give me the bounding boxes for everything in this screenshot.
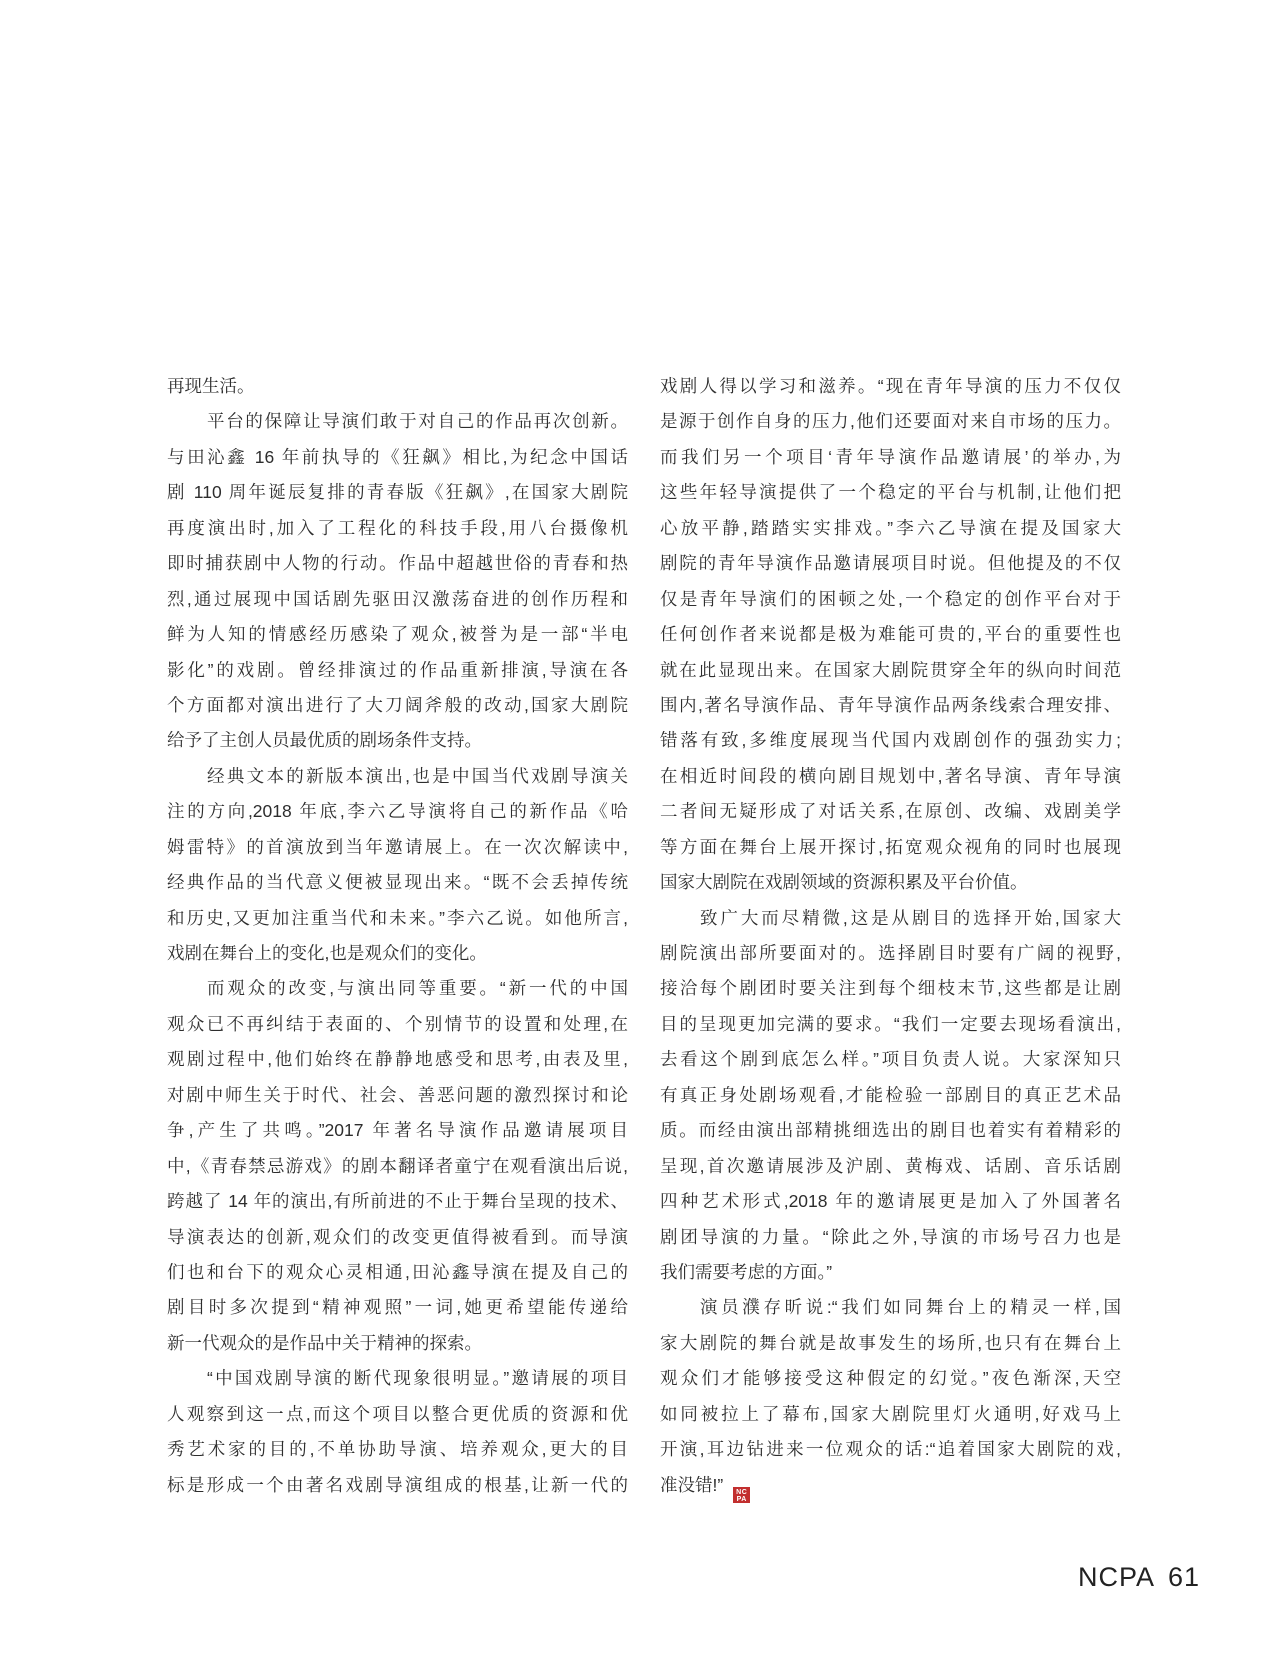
- text-line: 争,产生了共鸣。”2017 年著名导演作品邀请展项目: [167, 1120, 628, 1141]
- text-line: 烈,通过展现中国话剧先驱田汉激荡奋进的创作历程和: [167, 588, 628, 609]
- text-line: 致广大而尽精微,这是从剧目的选择开始,国家大: [700, 907, 1121, 928]
- text-line: 国家大剧院在戏剧领域的资源积累及平台价值。: [660, 872, 1028, 893]
- text-line: 演员濮存昕说:“我们如同舞台上的精灵一样,国: [700, 1297, 1121, 1318]
- text-line: 新一代观众的是作品中关于精神的探索。: [167, 1332, 482, 1353]
- text-line: 导演表达的创新,观众们的改变更值得被看到。而导演: [167, 1226, 628, 1247]
- text-line: 我们需要考虑的方面。”: [660, 1261, 833, 1282]
- article-column-left: [167, 369, 628, 1503]
- text-line: 去看这个剧到底怎么样。”项目负责人说。大家深知只: [660, 1049, 1121, 1070]
- text-line: 家大剧院的舞台就是故事发生的场所,也只有在舞台上: [660, 1332, 1121, 1353]
- article-column-right: [660, 369, 1121, 1503]
- page-number: 61: [1168, 1562, 1201, 1592]
- text-line: 二者间无疑形成了对话关系,在原创、改编、戏剧美学: [660, 801, 1121, 822]
- text-line: 人观察到这一点,而这个项目以整合更优质的资源和优: [167, 1403, 628, 1424]
- text-line: 而观众的改变,与演出同等重要。“新一代的中国: [207, 978, 628, 999]
- text-line: 和历史,又更加注重当代和未来。”李六乙说。如他所言,: [167, 907, 628, 928]
- text-line: 剧院演出部所要面对的。选择剧目时要有广阔的视野,: [660, 943, 1121, 963]
- text-line: 观众们才能够接受这种假定的幻觉。”夜色渐深,天空: [660, 1368, 1121, 1389]
- text-line: 开演,耳边钻进来一位观众的话:“追着国家大剧院的戏,: [660, 1439, 1121, 1460]
- text-line: 戏剧在舞台上的变化,也是观众们的变化。: [167, 943, 487, 963]
- page-footer: [1078, 1562, 1200, 1593]
- text-line: 戏剧人得以学习和滋养。“现在青年导演的压力不仅仅: [660, 376, 1121, 396]
- text-line: 错落有致,多维度展现当代国内戏剧创作的强劲实力;: [660, 730, 1121, 751]
- text-line: 注的方向,2018 年底,李六乙导演将自己的新作品《哈: [167, 801, 628, 822]
- text-line: 与田沁鑫 16 年前执导的《狂飙》相比,为纪念中国话: [167, 446, 628, 467]
- text-line: 有真正身处剧场观看,才能检验一部剧目的真正艺术品: [660, 1084, 1121, 1105]
- text-line: 就在此显现出来。在国家大剧院贯穿全年的纵向时间范: [660, 659, 1121, 680]
- article-body: [167, 369, 1121, 1503]
- text-line: 围内,著名导演作品、青年导演作品两条线索合理安排、: [660, 694, 1121, 715]
- text-line: 即时捕获剧中人物的行动。作品中超越世俗的青春和热: [167, 553, 628, 574]
- text-line: 鲜为人知的情感经历感染了观众,被誉为是一部“半电: [167, 624, 628, 645]
- text-line: 呈现,首次邀请展涉及沪剧、黄梅戏、话剧、音乐话剧: [660, 1155, 1121, 1176]
- text-line: 们也和台下的观众心灵相通,田沁鑫导演在提及自己的: [167, 1261, 628, 1282]
- text-line: 心放平静,踏踏实实排戏。”李六乙导演在提及国家大: [660, 517, 1121, 538]
- text-line: 剧目时多次提到“精神观照”一词,她更希望能传递给: [167, 1297, 628, 1318]
- text-line: 是源于创作自身的压力,他们还要面对来自市场的压力。: [660, 411, 1121, 432]
- text-line: 如同被拉上了幕布,国家大剧院里灯火通明,好戏马上: [660, 1403, 1121, 1424]
- text-line: 而我们另一个项目‘青年导演作品邀请展’的举办,为: [660, 446, 1121, 467]
- text-line: 仅是青年导演们的困顿之处,一个稳定的创作平台对于: [660, 588, 1121, 609]
- text-line: 这些年轻导演提供了一个稳定的平台与机制,让他们把: [660, 482, 1121, 503]
- text-line: 等方面在舞台上展开探讨,拓宽观众视角的同时也展现: [660, 836, 1121, 857]
- text-line: 剧 110 周年诞辰复排的青春版《狂飙》,在国家大剧院: [167, 482, 628, 503]
- text-line: 经典作品的当代意义便被显现出来。“既不会丢掉传统: [167, 872, 628, 893]
- text-line: 质。而经由演出部精挑细选出的剧目也着实有着精彩的: [660, 1120, 1121, 1141]
- text-line: 对剧中师生关于时代、社会、善恶问题的激烈探讨和论: [167, 1084, 628, 1105]
- text-line: 个方面都对演出进行了大刀阔斧般的改动,国家大剧院: [167, 694, 628, 715]
- text-line: 剧团导演的力量。“除此之外,导演的市场号召力也是: [660, 1226, 1121, 1247]
- text-line: 剧院的青年导演作品邀请展项目时说。但他提及的不仅: [660, 553, 1121, 574]
- text-line: 准没错!” NC PA: [660, 1468, 1121, 1503]
- text-line: 再现生活。: [167, 376, 255, 396]
- text-line: 观剧过程中,他们始终在静静地感受和思考,由表及里,: [167, 1049, 628, 1070]
- text-line: 平台的保障让导演们敢于对自己的作品再次创新。: [207, 411, 628, 432]
- magazine-name: NCPA: [1078, 1562, 1156, 1592]
- text-line: 标是形成一个由著名戏剧导演组成的根基,让新一代的: [167, 1474, 628, 1495]
- text-line: 再度演出时,加入了工程化的科技手段,用八台摄像机: [167, 517, 628, 538]
- text-line: 跨越了 14 年的演出,有所前进的不止于舞台呈现的技术、: [167, 1191, 628, 1212]
- text-line: 中,《青春禁忌游戏》的剧本翻译者童宁在观看演出后说,: [167, 1155, 628, 1176]
- text-line: 目的呈现更加完满的要求。“我们一定要去现场看演出,: [660, 1013, 1121, 1034]
- text-line: “中国戏剧导演的断代现象很明显。”邀请展的项目: [207, 1368, 628, 1389]
- text-line: 经典文本的新版本演出,也是中国当代戏剧导演关: [207, 765, 628, 786]
- text-line: 秀艺术家的目的,不单协助导演、培养观众,更大的目: [167, 1439, 628, 1460]
- text-line: 观众已不再纠结于表面的、个别情节的设置和处理,在: [167, 1013, 628, 1034]
- text-line: 接洽每个剧团时要关注到每个细枝末节,这些都是让剧: [660, 978, 1121, 999]
- text-line: 给予了主创人员最优质的剧场条件支持。: [167, 730, 482, 751]
- ncpa-seal-icon: NC PA: [733, 1487, 750, 1503]
- text-line: 姆雷特》的首演放到当年邀请展上。在一次次解读中,: [167, 836, 628, 857]
- text-line: 任何创作者来说都是极为难能可贵的,平台的重要性也: [660, 624, 1121, 645]
- text-line: 在相近时间段的横向剧目规划中,著名导演、青年导演: [660, 765, 1121, 786]
- text-line: 影化”的戏剧。曾经排演过的作品重新排演,导演在各: [167, 659, 628, 680]
- text-line: 四种艺术形式,2018 年的邀请展更是加入了外国著名: [660, 1191, 1121, 1212]
